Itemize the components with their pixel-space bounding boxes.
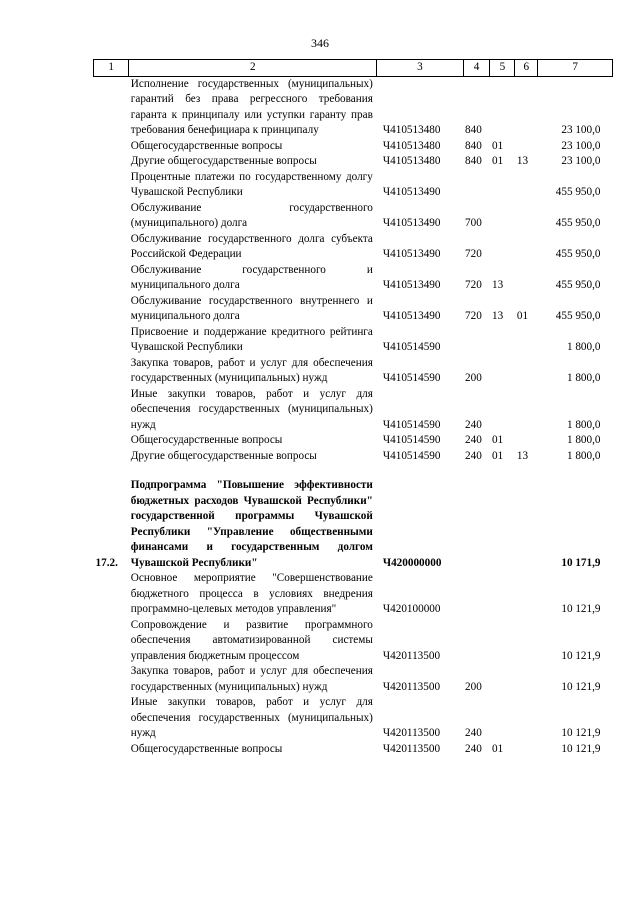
row-section	[490, 76, 515, 139]
header-col-1: 1	[94, 60, 129, 77]
table-row	[94, 449, 613, 465]
row-amount: 10 121,9	[561, 603, 601, 615]
header-col-2: 2	[129, 60, 377, 77]
row-name: Иные закупки товаров, работ и услуг для обеспечения государственных (муниципальных) нужд	[130, 387, 373, 431]
row-expense-type: 720	[465, 279, 482, 291]
row-code: Ч420113500	[382, 742, 441, 755]
table-row	[94, 356, 613, 387]
row-amount: 1 800,0	[566, 372, 601, 384]
row-amount: 23 100,0	[561, 124, 601, 136]
row-expense-type: 840	[465, 155, 482, 167]
row-code: Ч410513490	[382, 279, 441, 291]
row-name: Другие общегосударственные вопросы	[130, 449, 317, 462]
row-amount: 455 950,0	[555, 310, 601, 322]
row-code: Ч420000000	[382, 556, 442, 569]
row-subsection	[515, 695, 538, 742]
row-name: Обслуживание государственного внутреннего и муниципального долга	[130, 294, 373, 322]
row-expense-type: 240	[465, 727, 482, 739]
row-code: Ч410513480	[382, 124, 441, 136]
table-row	[94, 571, 613, 618]
row-name: Общегосударственные вопросы	[130, 742, 283, 755]
table-row	[94, 139, 613, 155]
row-number	[94, 571, 129, 618]
table-row	[94, 154, 613, 170]
row-amount: 23 100,0	[561, 139, 601, 152]
row-number	[94, 695, 129, 742]
row-number	[94, 232, 129, 263]
row-name: Закупка товаров, работ и услуг для обеспечения государственных (муниципальных) нужд	[130, 665, 373, 693]
row-subsection	[515, 76, 538, 139]
row-subsection: 01	[516, 310, 529, 322]
row-code: Ч410513490	[382, 310, 441, 322]
table-row	[94, 478, 613, 571]
row-name: Обслуживание государственного долга субъекта Российской Федерации	[130, 232, 373, 260]
row-subsection	[515, 478, 538, 571]
table-row	[94, 664, 613, 695]
row-code: Ч410513490	[382, 248, 441, 260]
row-expense-type: 240	[465, 742, 482, 755]
row-code: Ч410514590	[382, 434, 441, 446]
table-row	[94, 76, 613, 139]
table-row	[94, 387, 613, 434]
row-name: Другие общегосударственные вопросы	[130, 155, 317, 167]
row-name: Обслуживание государственного и муниципального долга	[130, 263, 373, 291]
row-number	[94, 170, 129, 201]
row-number	[94, 263, 129, 294]
row-subsection	[515, 356, 538, 387]
row-section: 01	[491, 434, 504, 446]
row-section: 01	[491, 139, 504, 152]
row-amount: 10 121,9	[561, 742, 601, 755]
row-section: 13	[491, 279, 504, 291]
row-expense-type	[463, 478, 490, 571]
row-code: Ч410513480	[382, 155, 441, 167]
row-subsection	[515, 170, 538, 201]
row-subsection	[515, 433, 538, 449]
row-name: Закупка товаров, работ и услуг для обеспечения государственных (муниципальных) нужд	[130, 356, 373, 384]
header-col-3: 3	[377, 60, 463, 77]
row-name: Иные закупки товаров, работ и услуг для обеспечения государственных (муниципальных) нужд	[130, 696, 373, 739]
row-number	[94, 742, 129, 758]
row-subsection: 13	[516, 449, 529, 462]
row-expense-type	[463, 571, 490, 618]
budget-table	[93, 59, 613, 757]
row-number	[94, 294, 129, 325]
table-body	[94, 76, 613, 757]
row-number	[94, 356, 129, 387]
row-section	[490, 170, 515, 201]
spacer-row	[94, 464, 613, 478]
row-amount: 455 950,0	[555, 186, 601, 198]
row-section: 01	[491, 449, 504, 462]
row-number	[94, 201, 129, 232]
row-section	[490, 571, 515, 618]
row-code: Ч410513480	[382, 139, 441, 152]
row-section: 01	[491, 155, 504, 167]
row-expense-type: 240	[465, 418, 482, 431]
row-section: 13	[491, 310, 504, 322]
row-name: Подпрограмма "Повышение эффективности бюджетных расходов Чувашской Республики" государственной программы Чувашской Республики "Управление общественными финансами и государственным долгом Чувашской Республики"	[130, 479, 373, 569]
row-subsection	[515, 742, 538, 758]
row-section	[490, 695, 515, 742]
row-amount: 455 950,0	[555, 248, 601, 260]
row-subsection: 13	[516, 155, 529, 167]
row-section	[490, 325, 515, 356]
row-amount: 1 800,0	[566, 418, 601, 431]
row-section	[490, 664, 515, 695]
row-amount: 10 121,9	[561, 649, 601, 662]
row-number	[94, 618, 129, 665]
row-code: Ч410514590	[382, 449, 441, 462]
row-amount: 10 171,9	[561, 556, 601, 569]
row-section	[490, 478, 515, 571]
row-subsection	[515, 664, 538, 695]
row-name: Основное мероприятие "Совершенствование бюджетного процесса в условиях внедрения программно-целевых методов управления"	[130, 572, 373, 615]
row-code: Ч420113500	[382, 727, 441, 739]
row-code: Ч420113500	[382, 680, 441, 693]
row-name: Сопровождение и развитие программного обеспечения автоматизированной системы управления бюджетным процессом	[130, 618, 373, 662]
row-number	[94, 76, 129, 139]
row-name: Обслуживание государственного (муниципального) долга	[130, 201, 373, 229]
row-expense-type	[463, 170, 490, 201]
row-section	[490, 356, 515, 387]
table-row	[94, 294, 613, 325]
table-row	[94, 325, 613, 356]
row-amount: 1 800,0	[566, 434, 601, 446]
row-subsection	[515, 387, 538, 434]
header-col-4: 4	[463, 60, 490, 77]
row-number	[94, 387, 129, 434]
row-expense-type: 720	[465, 248, 482, 260]
row-number	[94, 325, 129, 356]
page-number: 346	[311, 36, 329, 50]
row-amount: 10 121,9	[561, 727, 601, 739]
row-subsection	[515, 325, 538, 356]
row-expense-type: 240	[465, 449, 482, 462]
row-name: Присвоение и поддержание кредитного рейтинга Чувашской Республики	[130, 325, 373, 353]
row-number	[94, 139, 129, 155]
row-expense-type: 240	[465, 434, 482, 446]
row-amount: 455 950,0	[555, 217, 601, 229]
row-name: Общегосударственные вопросы	[130, 139, 283, 152]
row-amount: 10 121,9	[561, 680, 601, 693]
header-col-6: 6	[515, 60, 538, 77]
row-amount: 455 950,0	[555, 279, 601, 291]
row-expense-type: 720	[465, 310, 482, 322]
table-row	[94, 695, 613, 742]
row-subsection	[515, 201, 538, 232]
row-expense-type	[463, 618, 490, 665]
row-code: Ч420113500	[382, 649, 441, 662]
row-expense-type	[463, 325, 490, 356]
row-expense-type: 200	[465, 680, 482, 693]
table-row	[94, 742, 613, 758]
row-expense-type: 840	[465, 139, 482, 152]
row-code: Ч410513490	[382, 186, 441, 198]
row-subsection	[515, 139, 538, 155]
table-row	[94, 170, 613, 201]
row-number	[94, 154, 129, 170]
row-name: Общегосударственные вопросы	[130, 434, 283, 446]
row-code: Ч420100000	[382, 603, 441, 615]
row-subsection	[515, 232, 538, 263]
table-row	[94, 433, 613, 449]
table-row	[94, 232, 613, 263]
row-name: Процентные платежи по государственному долгу Чувашской Республики	[130, 170, 373, 198]
row-subsection	[515, 618, 538, 665]
row-section	[490, 201, 515, 232]
table-header	[94, 60, 613, 77]
row-number: 17.2.	[95, 556, 118, 569]
header-col-5: 5	[490, 60, 515, 77]
table-row	[94, 201, 613, 232]
row-subsection	[515, 571, 538, 618]
row-section	[490, 618, 515, 665]
row-section: 01	[491, 742, 504, 755]
row-amount: 1 800,0	[566, 341, 601, 353]
row-code: Ч410514590	[382, 418, 441, 431]
row-amount: 23 100,0	[561, 155, 601, 167]
row-expense-type: 200	[465, 372, 482, 384]
row-number	[94, 433, 129, 449]
row-subsection	[515, 263, 538, 294]
row-number	[94, 449, 129, 465]
row-name: Исполнение государственных (муниципальных) гарантий без права регрессного требования гаранта к принципалу или уступки гаранту прав требования бенефициара к принципалу	[130, 77, 373, 136]
row-number	[94, 664, 129, 695]
row-expense-type: 840	[465, 124, 482, 136]
header-col-7: 7	[538, 60, 613, 77]
row-code: Ч410514590	[382, 341, 441, 353]
row-code: Ч410514590	[382, 372, 441, 384]
row-section	[490, 232, 515, 263]
table-row	[94, 263, 613, 294]
row-section	[490, 387, 515, 434]
row-expense-type: 700	[465, 217, 482, 229]
table-row	[94, 618, 613, 665]
row-amount: 1 800,0	[566, 449, 601, 462]
row-code: Ч410513490	[382, 217, 441, 229]
